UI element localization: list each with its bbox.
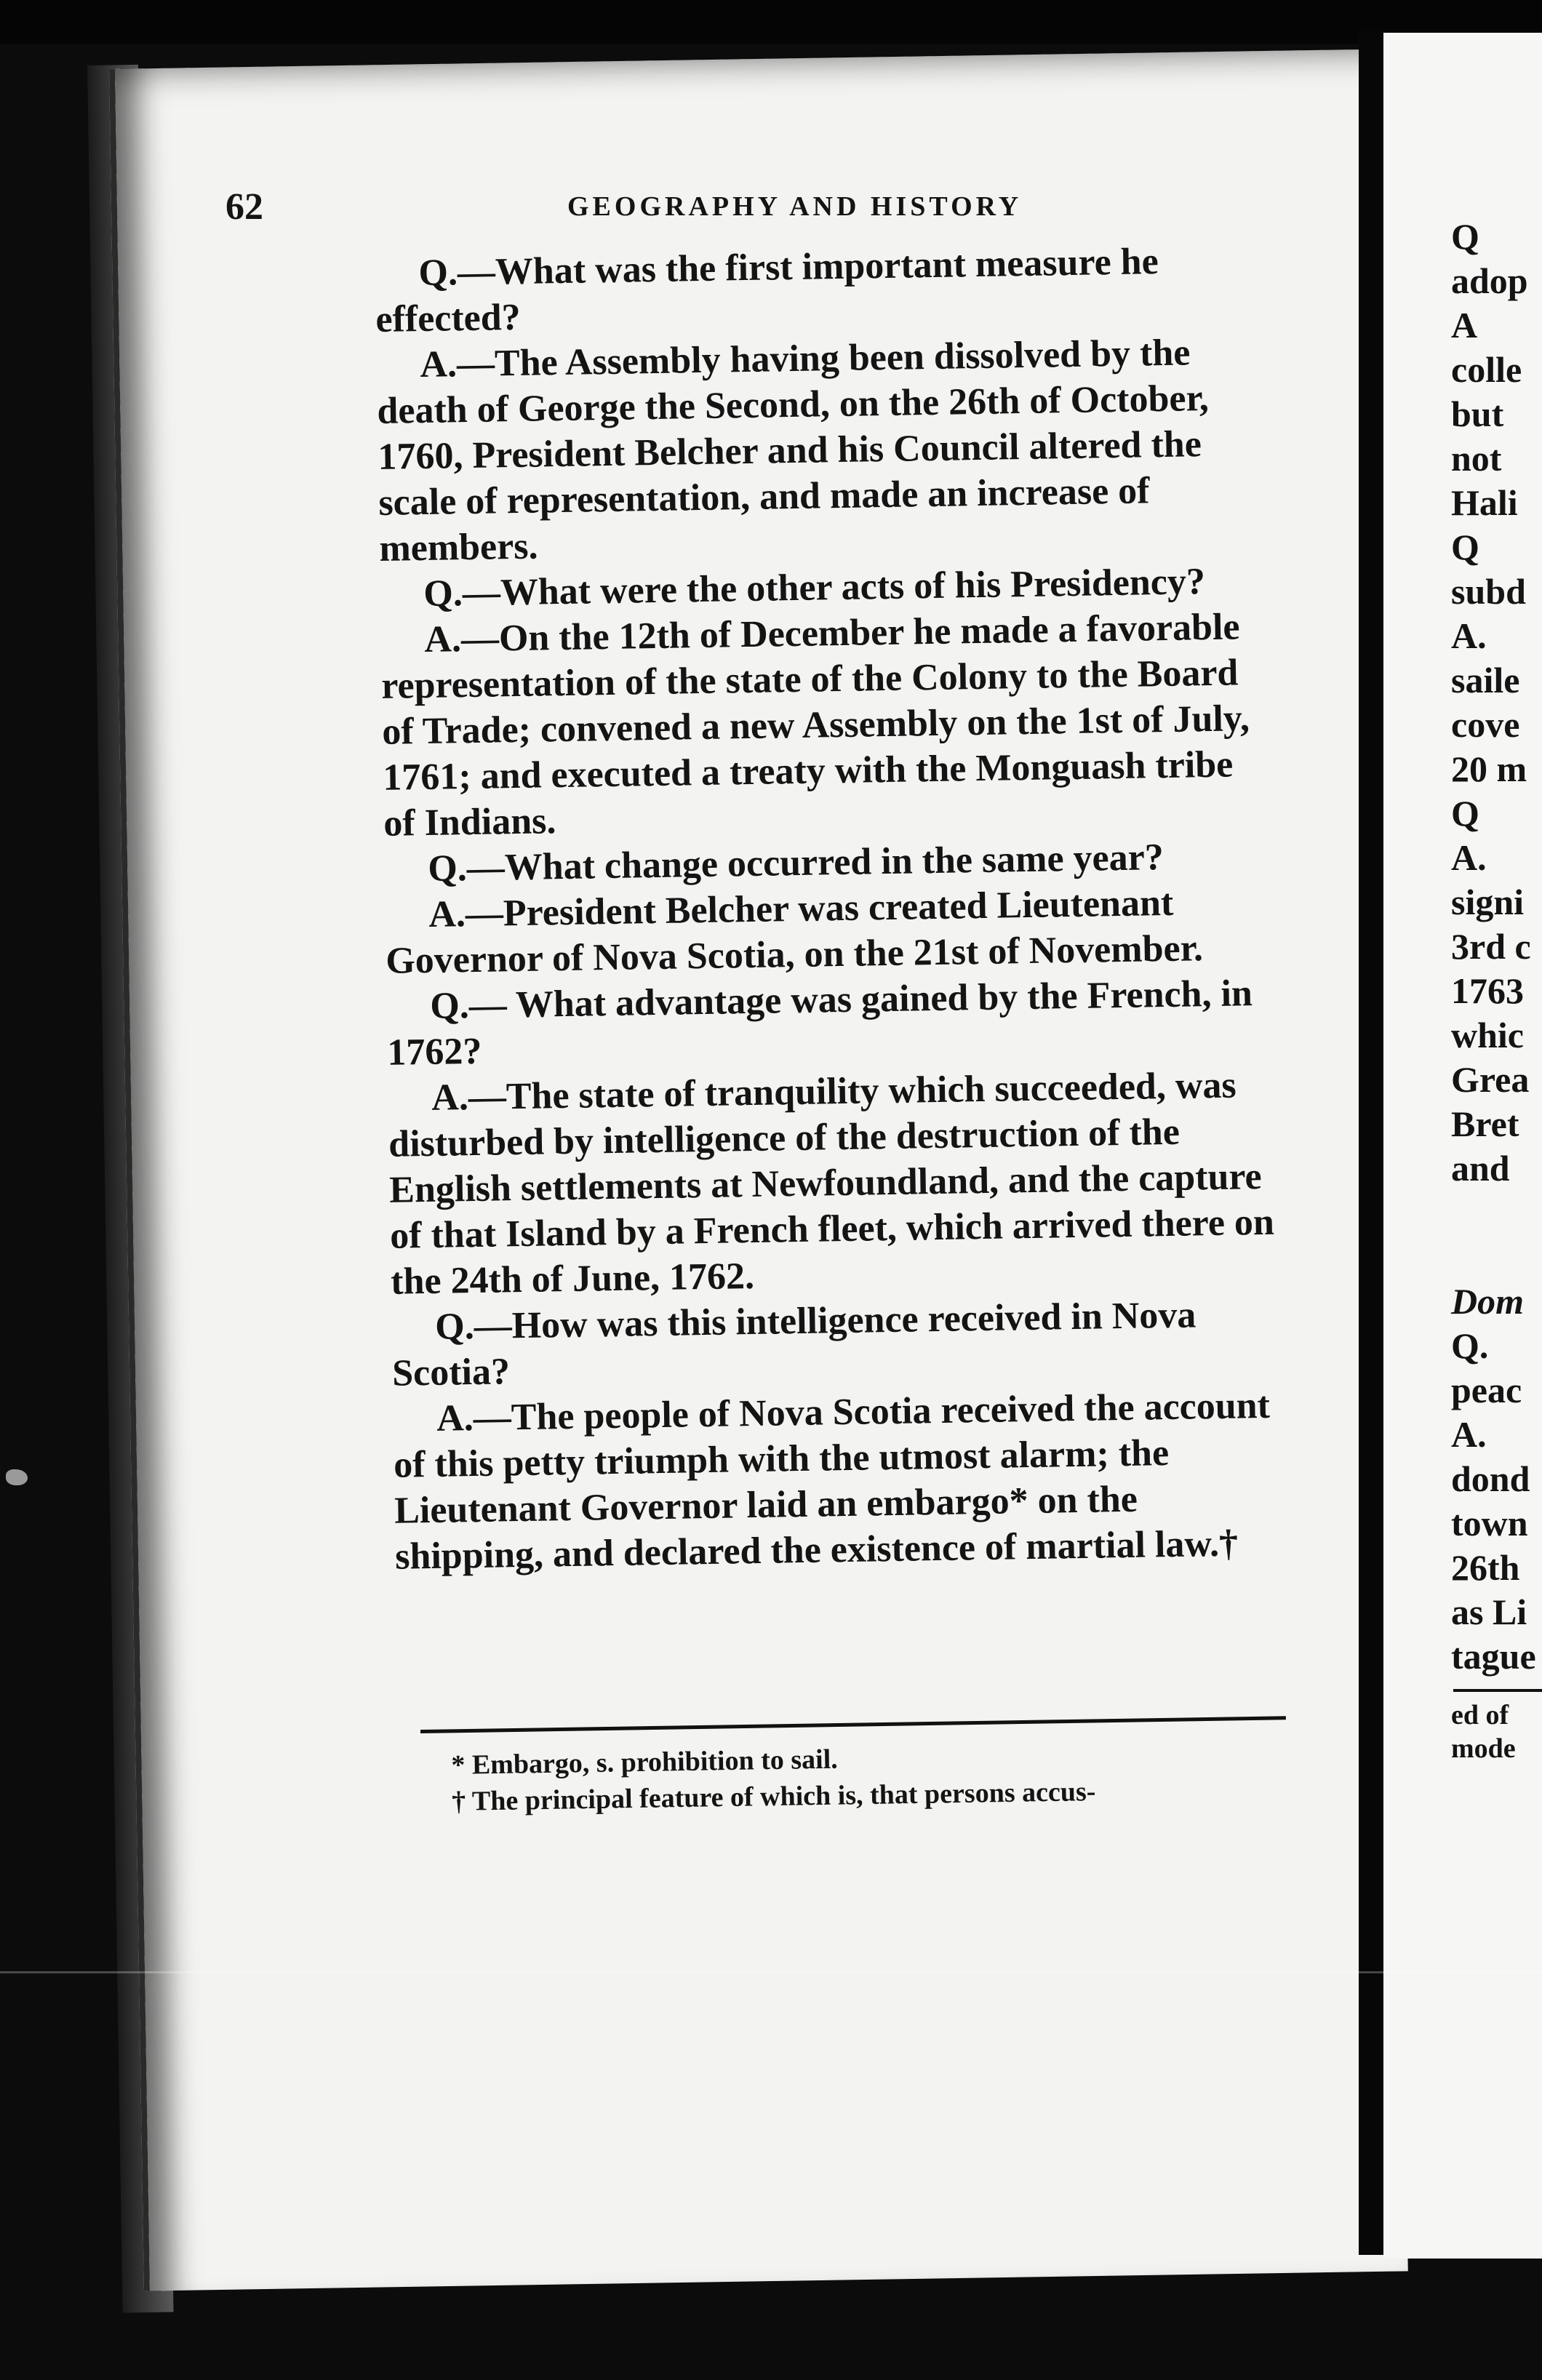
right-line [1451, 1191, 1542, 1235]
right-footnote-line: mode [1451, 1733, 1516, 1764]
right-line: dond [1451, 1458, 1530, 1499]
question-1: Q.—What was the first important measure he effected? [375, 241, 1159, 340]
right-line [1451, 1235, 1542, 1279]
right-footnote-line: ed of [1451, 1700, 1509, 1730]
right-line: A [1451, 305, 1478, 346]
scan-border-top [0, 0, 1542, 44]
answer-3: A.—President Belcher was created Lieutenant Governor of Nova Scotia, on the 21st of November. [385, 882, 1204, 982]
right-line: Q. [1451, 1325, 1489, 1366]
right-line: 3rd c [1451, 926, 1531, 967]
page-number: 62 [225, 186, 263, 228]
right-line: Hali [1451, 482, 1518, 523]
right-line: Q [1451, 793, 1479, 834]
main-text [375, 237, 1287, 1580]
right-line: 26th [1451, 1547, 1520, 1588]
footnote-martial-law: † The principal feature of which is, that persons accus- [451, 1776, 1096, 1817]
right-line: Dom [1451, 1281, 1524, 1322]
right-line: whic [1451, 1015, 1524, 1055]
right-line: 1763 [1451, 970, 1524, 1011]
right-line: and [1451, 1148, 1510, 1189]
right-line: saile [1451, 660, 1520, 700]
right-line: A. [1451, 837, 1487, 878]
question-4: Q.— What advantage was gained by the French, in 1762? [386, 973, 1253, 1074]
right-line: 20 m [1451, 748, 1527, 789]
right-line: adop [1451, 260, 1528, 301]
right-line: A. [1451, 615, 1487, 656]
footnotes [451, 1734, 1288, 1820]
right-line: Q [1451, 216, 1479, 257]
right-page-text [1451, 215, 1542, 1679]
right-line: tague [1451, 1636, 1536, 1677]
scan-artifact-line [0, 1971, 1542, 1973]
right-line: colle [1451, 349, 1522, 390]
running-title: GEOGRAPHY AND HISTORY [567, 191, 1023, 222]
right-line: subd [1451, 571, 1526, 612]
question-5: Q.—How was this intelligence received in Nova Scotia? [391, 1294, 1197, 1394]
right-line: signi [1451, 882, 1525, 922]
right-line: Grea [1451, 1059, 1530, 1100]
book-gutter [1359, 29, 1383, 2255]
answer-1: A.—The Assembly having been dissolved by the death of George the Second, on the 26th of October, 1760, President Belcher and his Council altered the scale of representation, and made an increase of members. [377, 332, 1210, 570]
right-line: town [1451, 1503, 1528, 1544]
scan-speck [6, 1469, 28, 1485]
right-page-footnote [1451, 1698, 1542, 1765]
question-2: Q.—What were the other acts of his Presidency? [423, 561, 1206, 615]
question-3: Q.—What change occurred in the same year? [427, 836, 1165, 890]
answer-4: A.—The state of tranquility which succeeded, was disturbed by intelligence of the destruction of the English settlements at Newfoundland, and the capture of that Island by a French fleet, which arrived there on the 24th of June, 1762. [388, 1064, 1275, 1303]
footnote-embargo: * Embargo, s. prohibition to sail. [451, 1744, 839, 1781]
answer-5: A.—The people of Nova Scotia received the account of this petty triumph with the utmost alarm; the Lieutenant Governor laid an embargo* on the shipping, and declared the existence of martial law.† [393, 1384, 1271, 1578]
right-line: Bret [1451, 1103, 1519, 1144]
right-line: peac [1451, 1370, 1522, 1410]
right-line: cove [1451, 704, 1520, 745]
answer-2: A.—On the 12th of December he made a favorable representation of the state of the Colony to the Board of Trade; convened a new Assembly on the 1st of July, 1761; and executed a treaty with the Monguash tribe of Indians. [380, 606, 1250, 844]
right-line: Q [1451, 527, 1479, 567]
right-footnote-rule [1453, 1689, 1542, 1692]
right-line: A. [1451, 1414, 1487, 1455]
right-line: not [1451, 438, 1502, 479]
right-line: as Li [1451, 1592, 1527, 1632]
right-line: but [1451, 394, 1504, 434]
